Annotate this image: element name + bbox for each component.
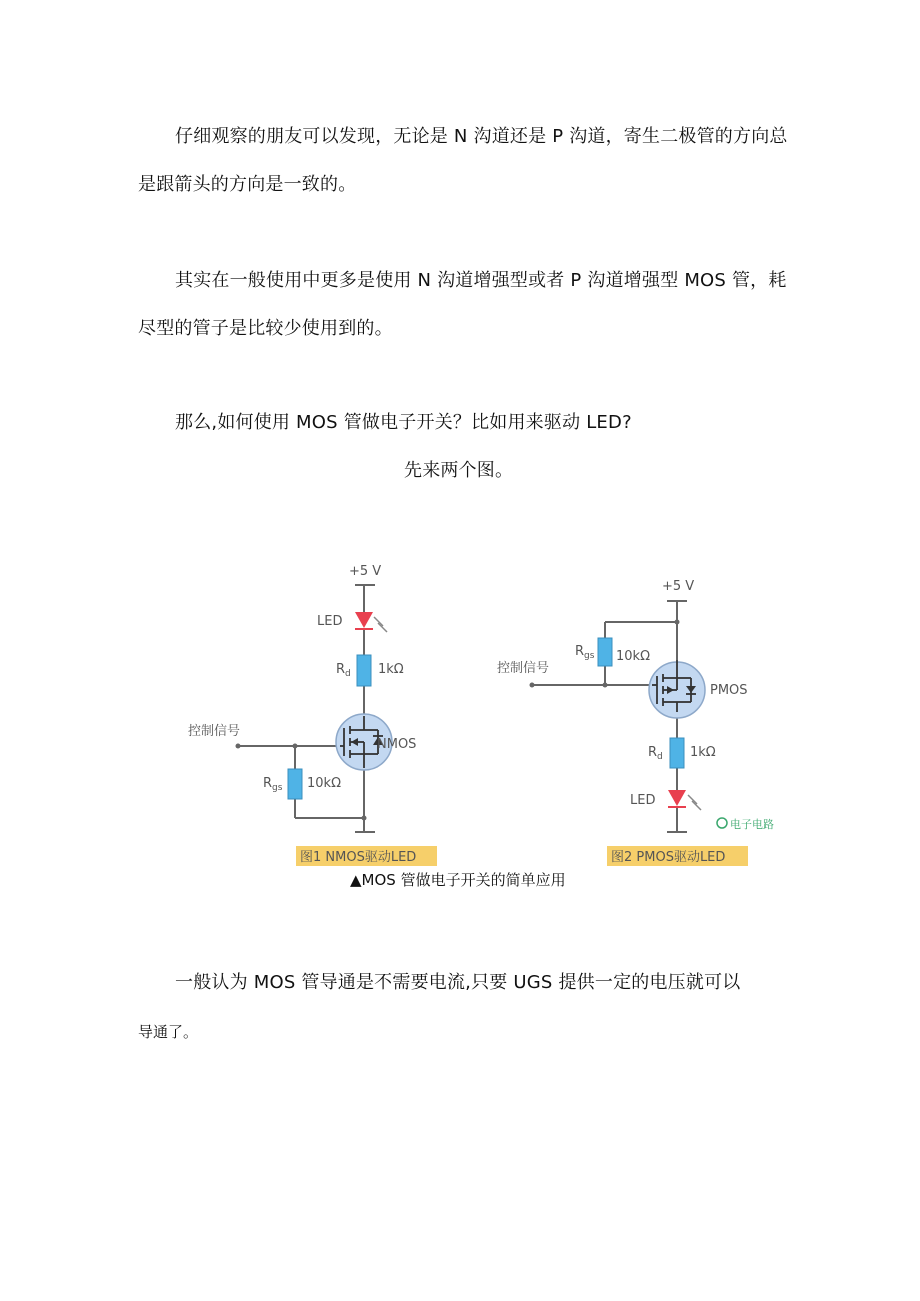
pmos-rgs-label: $R_{gs}$ (575, 644, 595, 661)
nmos-rgs-value: 10kΩ (307, 776, 342, 791)
pmos-rd-label: $R_d$ (648, 745, 663, 762)
nmos-gate-junction (293, 744, 298, 749)
nmos-led (355, 612, 387, 632)
nmos-device-label: NMOS (377, 737, 417, 752)
nmos-led-label: LED (317, 614, 343, 629)
nmos-rd-resistor (357, 655, 371, 686)
pmos-circuit (532, 601, 687, 832)
paragraph-1-line-2: 是跟箭头的方向是一致的。 (138, 174, 357, 195)
pmos-supply-junction (675, 620, 680, 625)
figure-caption: ▲MOS 管做电子开关的简单应用 (350, 871, 566, 889)
pmos-gate-junction (603, 683, 608, 688)
nmos-signal-terminal (236, 744, 241, 749)
pmos-signal-terminal (530, 683, 535, 688)
nmos-rgs-resistor (288, 769, 302, 799)
paragraph-4: 先来两个图。 (404, 460, 514, 481)
paragraph-3: 那么,如何使用 MOS 管做电子开关？比如用来驱动 LED? (175, 412, 632, 433)
paragraph-1-line-1: 仔细观察的朋友可以发现，无论是 N 沟道还是 P 沟道，寄生二极管的方向总 (175, 126, 788, 147)
nmos-figure-title: 图1 NMOS驱动LED (300, 850, 417, 865)
pmos-figure-title: 图2 PMOS驱动LED (611, 850, 726, 865)
nmos-supply-label: +5 V (349, 564, 382, 579)
pmos-transistor (649, 660, 705, 718)
pmos-signal-label: 控制信号 (497, 661, 550, 676)
paragraph-2-line-2: 尽型的管子是比较少使用到的。 (138, 318, 393, 339)
paragraph-5-line-1: 一般认为 MOS 管导通是不需要电流,只要 UGS 提供一定的电压就可以 (175, 972, 741, 993)
watermark-logo-icon (717, 818, 727, 828)
pmos-supply-label: +5 V (662, 579, 695, 594)
pmos-rgs-value: 10kΩ (616, 649, 651, 664)
paragraph-2-line-1: 其实在一般使用中更多是使用 N 沟道增强型或者 P 沟道增强型 MOS 管，耗 (175, 270, 787, 291)
pmos-led-label: LED (630, 793, 656, 808)
pmos-rd-resistor (670, 738, 684, 768)
nmos-circuit (238, 585, 375, 832)
nmos-rd-value: 1kΩ (378, 662, 404, 677)
pmos-device-label: PMOS (710, 683, 748, 698)
nmos-rd-label: $R_d$ (336, 662, 351, 679)
pmos-watermark: 电子电路 (730, 818, 774, 831)
pmos-rgs-resistor (598, 638, 612, 666)
paragraph-5-line-2: 导通了。 (138, 1023, 199, 1041)
pmos-rd-value: 1kΩ (690, 745, 716, 760)
nmos-ground-junction (362, 816, 367, 821)
pmos-led (668, 790, 701, 810)
nmos-signal-label: 控制信号 (188, 724, 241, 739)
nmos-rgs-label: $R_{gs}$ (263, 776, 283, 793)
